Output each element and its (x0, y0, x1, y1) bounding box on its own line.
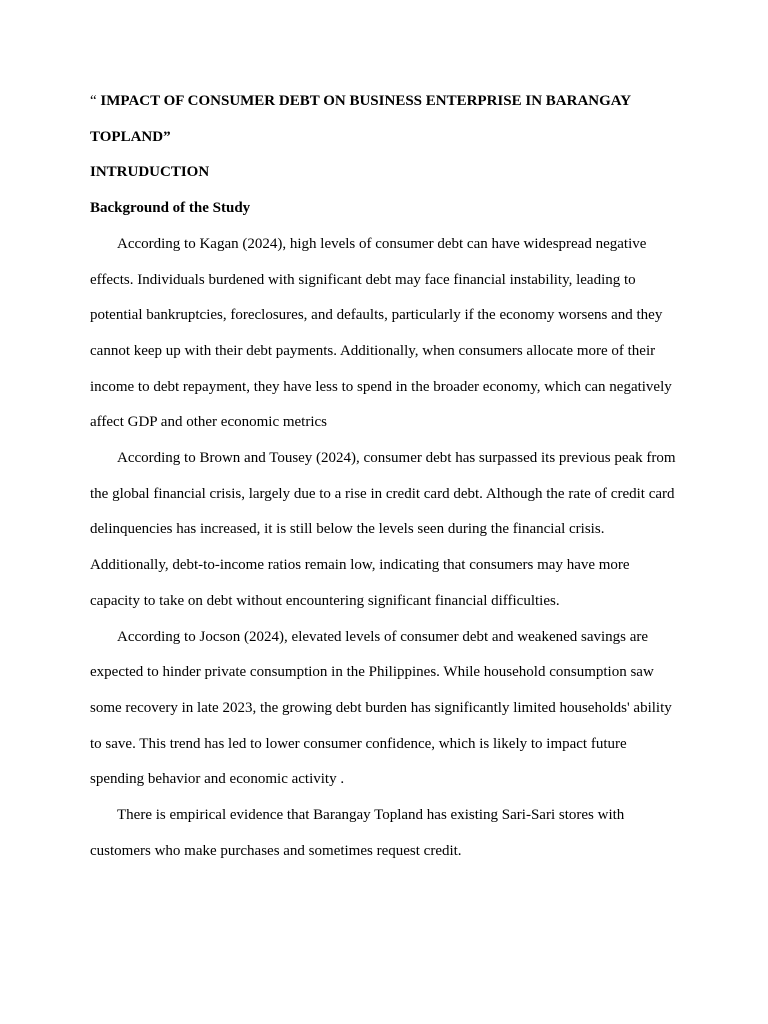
title-text: IMPACT OF CONSUMER DEBT ON BUSINESS ENTERPRISE IN BARANGAY TOPLAND” (90, 93, 631, 145)
paragraph-kagan: According to Kagan (2024), high levels of consumer debt can have widespread negative effects. Individuals burdened with significant debt may face financial instability, leading to potential bankruptcies, foreclosures, and defaults, particularly if the economy worsens and they cannot keep up with their debt payments. Additionally, when consumers allocate more of their income to debt repayment, they have less to spend in the broader economy, which can negatively affect GDP and other economic metrics (90, 235, 672, 431)
title-open-quote: “ (90, 93, 101, 109)
paragraph-topland-evidence: There is empirical evidence that Barangay Topland has existing Sari-Sari stores with customers who make purchases and sometimes request credit. (90, 807, 625, 859)
section-heading: INTRUDUCTION (90, 164, 210, 181)
subsection-heading: Background of the Study (90, 200, 251, 217)
document-body (90, 84, 680, 869)
paragraph-brown-tousey: According to Brown and Tousey (2024), consumer debt has surpassed its previous peak from the global financial crisis, largely due to a rise in credit card debt. Although the rate of credit card delinquencies has increased, it is still below the levels seen during the financial crisis. Additionally, debt-to-income ratios remain low, indicating that consumers may have more capacity to take on debt without encountering significant financial difficulties. (90, 450, 676, 609)
paragraph-jocson: According to Jocson (2024), elevated levels of consumer debt and weakened savings are expected to hinder private consumption in the Philippines. While household consumption saw some recovery in late 2023, the growing debt burden has significantly limited households' ability to save. This trend has led to lower consumer confidence, which is likely to impact future spending behavior and economic activity . (90, 628, 672, 788)
document-title (90, 84, 680, 155)
